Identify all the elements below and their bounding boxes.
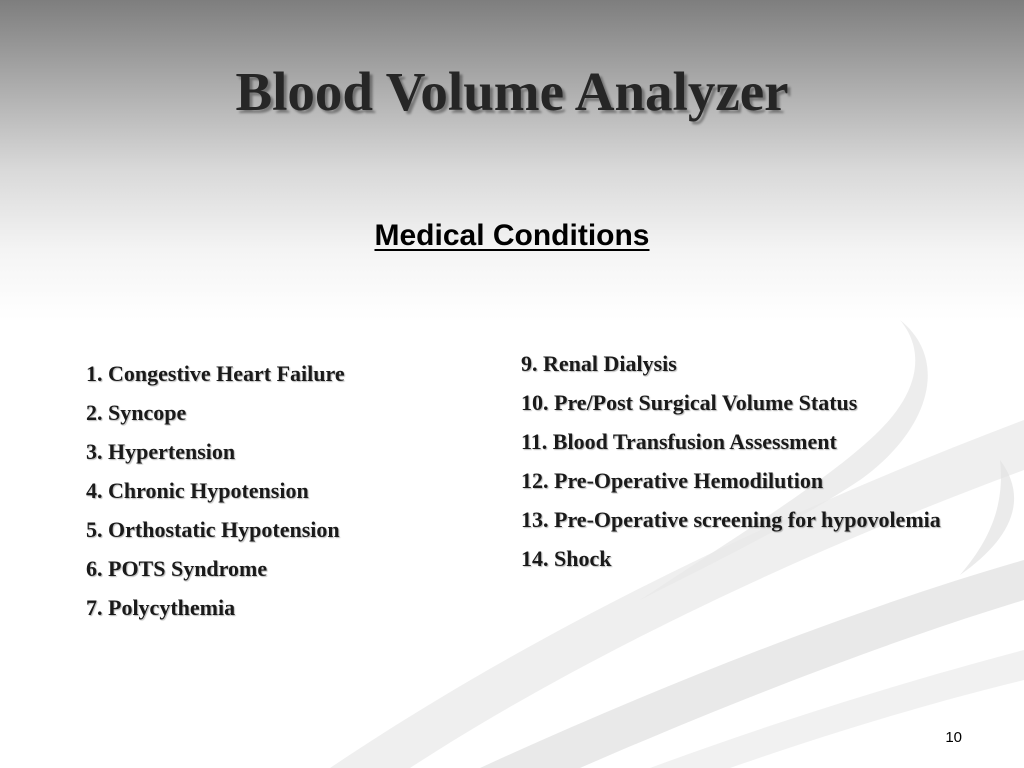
list-item: 11. Blood Transfusion Assessment bbox=[521, 429, 837, 454]
list-item: 2. Syncope bbox=[86, 400, 187, 425]
list-item: 7. Polycythemia bbox=[86, 595, 236, 620]
list-item: 3. Hypertension bbox=[86, 439, 236, 464]
list-item: 10. Pre/Post Surgical Volume Status bbox=[521, 390, 858, 415]
subtitle-text: Medical Conditions bbox=[374, 219, 650, 252]
list-item: 4. Chronic Hypotension bbox=[86, 478, 309, 503]
slide-title: Blood Volume Analyzer bbox=[235, 61, 789, 122]
list-item: 9. Renal Dialysis bbox=[521, 351, 677, 376]
list-item: 12. Pre-Operative Hemodilution bbox=[521, 468, 824, 493]
list-item: 13. Pre-Operative screening for hypovolemia bbox=[521, 507, 941, 532]
conditions-list-left bbox=[86, 361, 486, 634]
list-item: 5. Orthostatic Hypotension bbox=[86, 517, 340, 542]
list-item: 1. Congestive Heart Failure bbox=[86, 361, 345, 386]
page-number: 10 bbox=[945, 729, 962, 746]
slide-subtitle bbox=[0, 218, 1024, 254]
conditions-list-right bbox=[521, 351, 961, 585]
list-item: 14. Shock bbox=[521, 546, 612, 571]
list-item: 6. POTS Syndrome bbox=[86, 556, 268, 581]
